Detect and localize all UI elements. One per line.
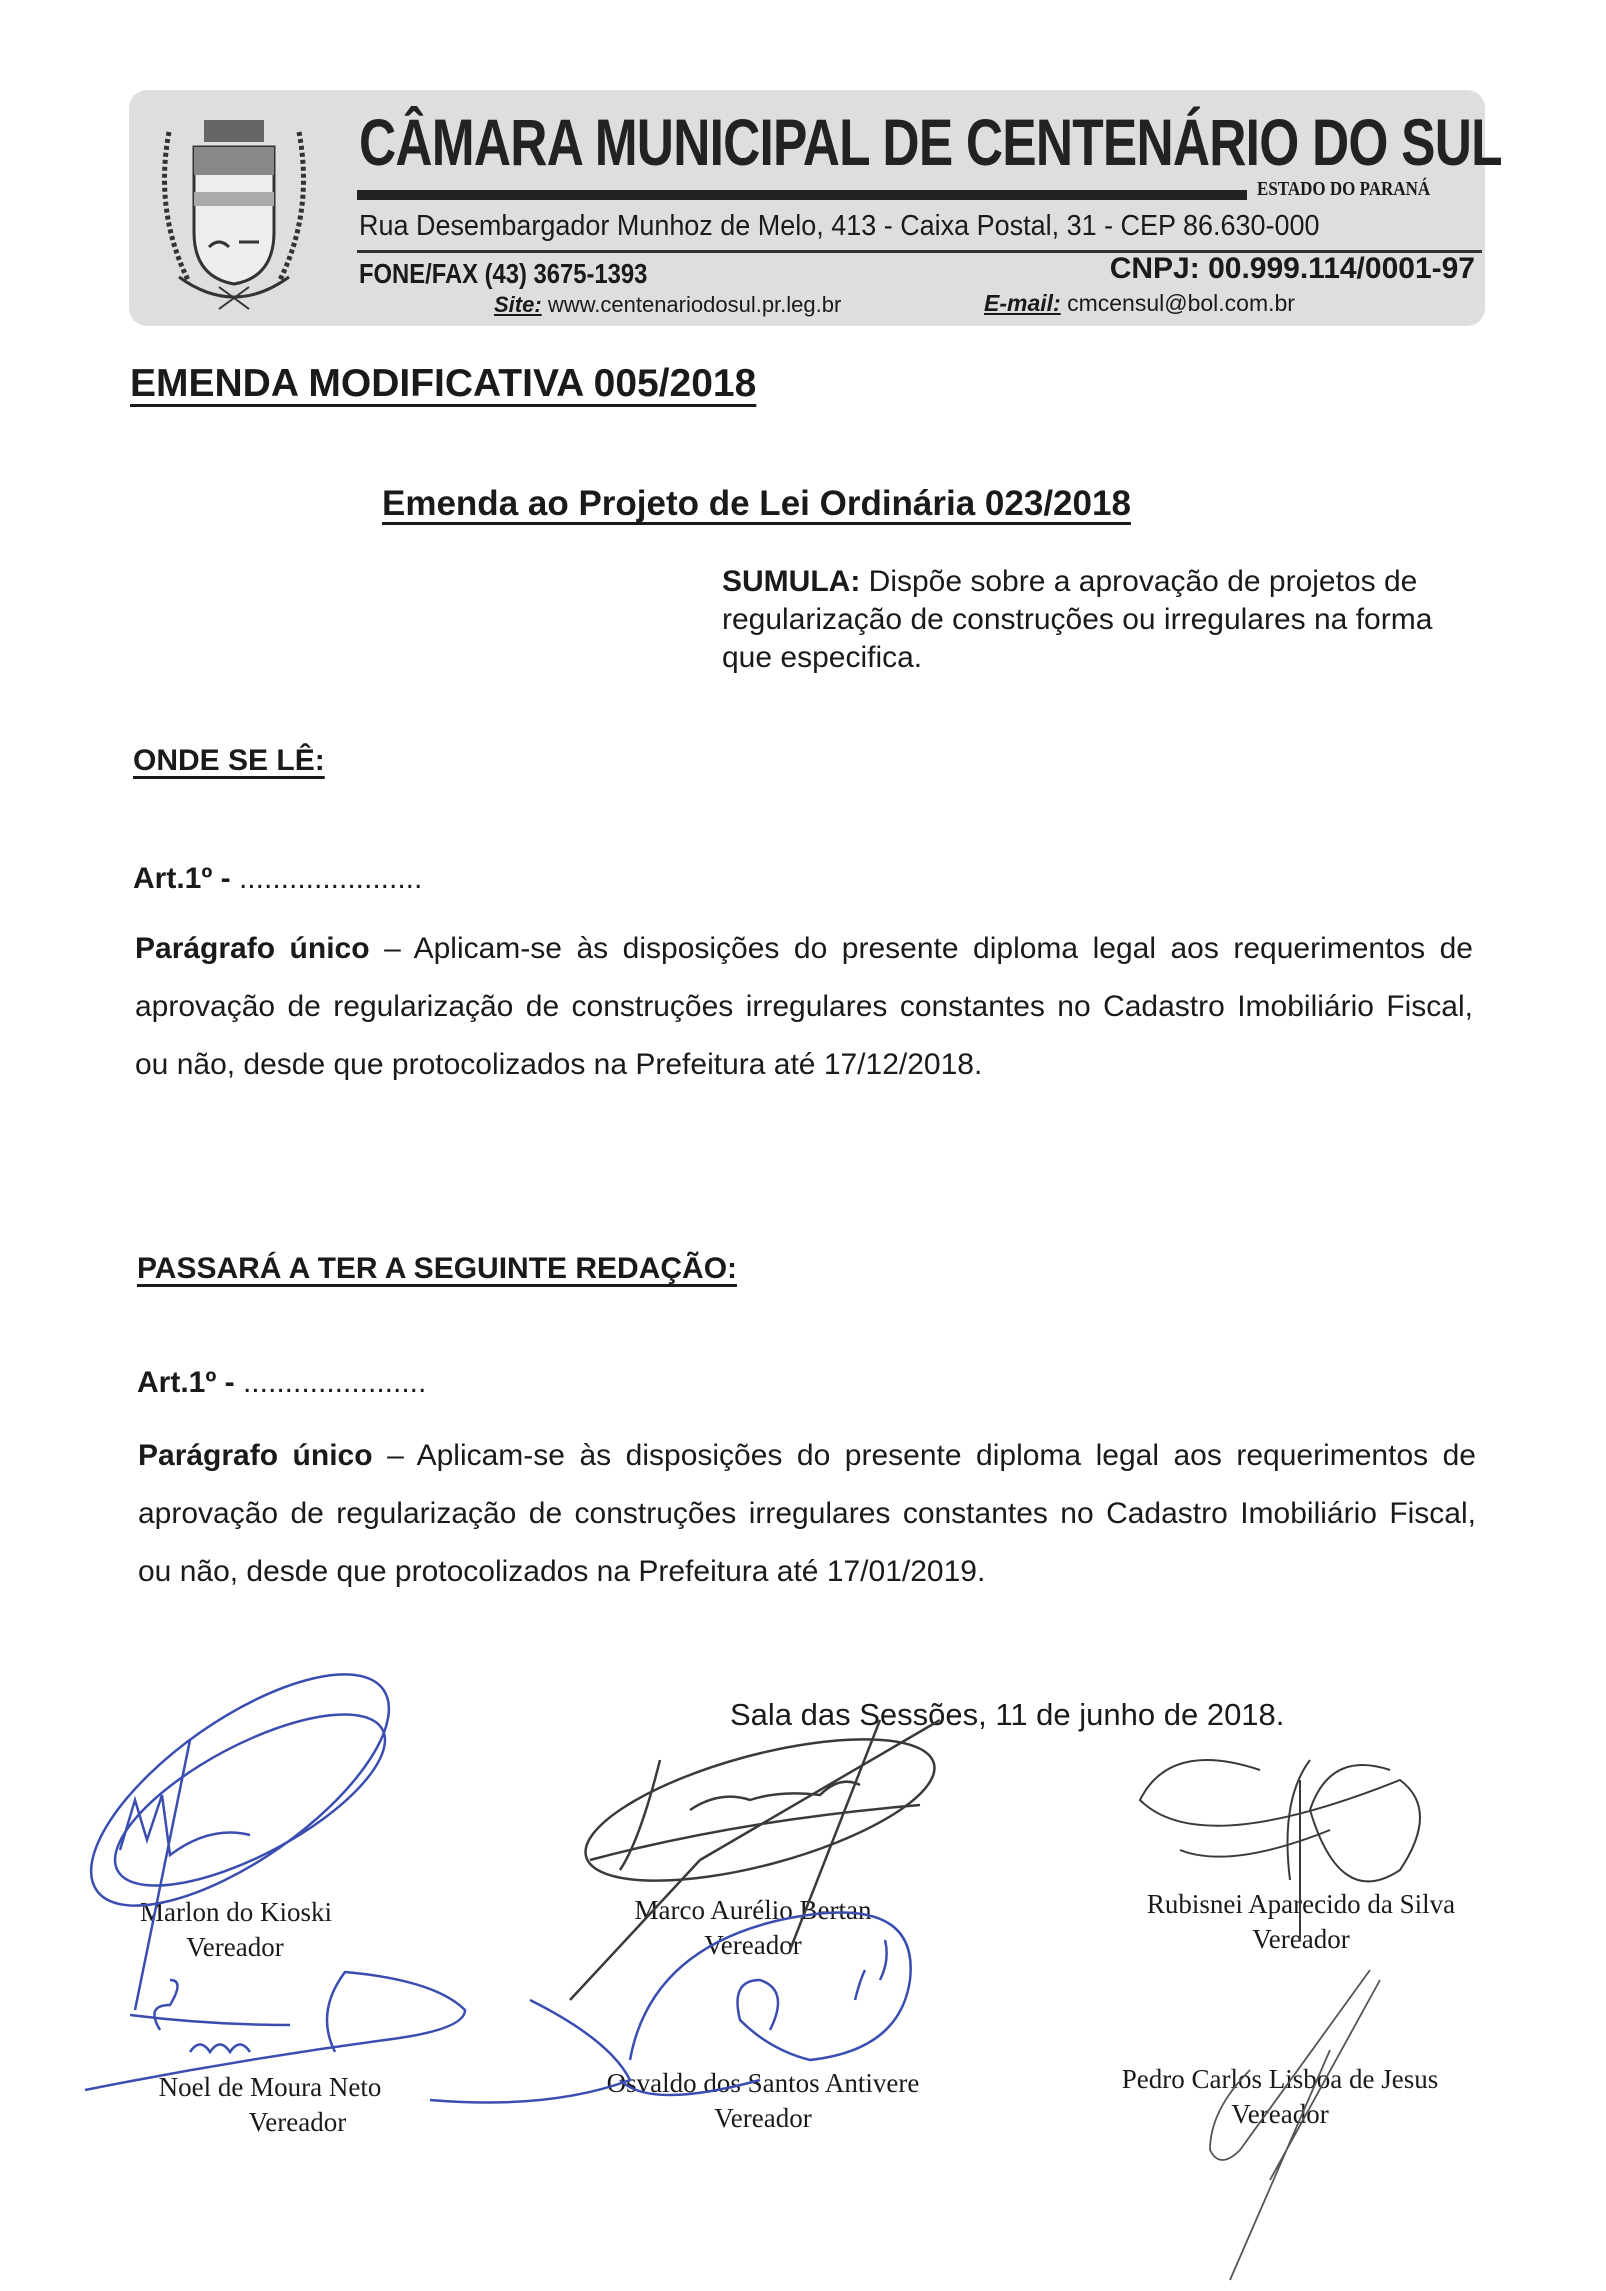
section-heading-new: PASSARÁ A TER A SEGUINTE REDAÇÃO: [137, 1252, 738, 1285]
section-heading-old: ONDE SE LÊ: [133, 744, 325, 777]
signature-block-marlon [140, 1895, 330, 1965]
signature-block-rubisnei [1126, 1887, 1476, 1957]
signature-block-pedro [1100, 2062, 1460, 2132]
municipal-crest-icon [149, 112, 319, 312]
site-label: Site: [494, 292, 542, 317]
article-new [137, 1366, 426, 1400]
sumula-text: Dispõe sobre a aprovação de projetos de regularização de construções ou irregulares na forma que especifica. [722, 565, 1433, 674]
signature-block-noel [140, 2070, 400, 2140]
signatory-role: Vereador [714, 2103, 812, 2133]
paragraph-text: – Aplicam-se às disposições do presente diploma legal aos requerimentos de aprovação de regularização de construções irregulares constantes no Cadastro Imobiliário Fiscal, ou não, desde que protocolizados na Prefeitura até 17/12/2018. [135, 932, 1473, 1081]
signatory-role: Vereador [1252, 1924, 1350, 1954]
article-dots: ...................... [230, 862, 423, 895]
email-label: E-mail: [984, 290, 1061, 316]
site-url[interactable]: www.centenariodosul.pr.leg.br [547, 292, 842, 317]
article-dots: ...................... [234, 1366, 427, 1399]
article-label: Art.1º - [133, 862, 231, 895]
signatory-name: Marco Aurélio Bertan [634, 1895, 872, 1925]
signature-block-osvaldo [583, 2066, 943, 2136]
article-old [133, 862, 422, 896]
article-label: Art.1º - [137, 1366, 235, 1399]
paragraph-label: Parágrafo único [138, 1439, 373, 1472]
signatory-name: Noel de Moura Neto [158, 2072, 382, 2102]
paragraph-label: Parágrafo único [135, 932, 370, 965]
letterhead-cnpj: CNPJ: 00.999.114/0001-97 [1109, 252, 1475, 285]
signatory-role: Vereador [186, 1932, 284, 1962]
letterhead-site [494, 292, 841, 318]
sumula-label: SUMULA: [722, 565, 861, 598]
letterhead-email [984, 290, 1295, 317]
signatory-role: Vereador [248, 2107, 347, 2137]
document-subtitle: Emenda ao Projeto de Lei Ordinária 023/2018 [382, 484, 1131, 523]
letterhead [129, 90, 1502, 326]
paragraph-old [135, 920, 1473, 1094]
signatory-name: Pedro Carlos Lisboa de Jesus [1121, 2064, 1439, 2094]
signature-block-marco [603, 1893, 903, 1963]
place-date: Sala das Sessões, 11 de junho de 2018. [730, 1697, 1285, 1732]
signatory-role: Vereador [1231, 2099, 1329, 2129]
signatory-name: Marlon do Kioski [140, 1897, 332, 1927]
letterhead-title: CÂMARA MUNICIPAL DE CENTENÁRIO DO SUL [359, 105, 1502, 179]
signatory-role: Vereador [704, 1930, 802, 1960]
signatory-name: Osvaldo dos Santos Antivere [606, 2068, 920, 2098]
signatory-name: Rubisnei Aparecido da Silva [1146, 1889, 1456, 1919]
divider [357, 190, 1247, 200]
email-address[interactable]: cmcensul@bol.com.br [1067, 290, 1295, 316]
paragraph-new [138, 1427, 1476, 1601]
sumula [722, 563, 1482, 677]
letterhead-state: ESTADO DO PARANÁ [1257, 178, 1431, 200]
letterhead-phone: FONE/FAX (43) 3675-1393 [359, 258, 648, 289]
paragraph-text: – Aplicam-se às disposições do presente diploma legal aos requerimentos de aprovação de regularização de construções irregulares constantes no Cadastro Imobiliário Fiscal, ou não, desde que protocolizados na Prefeitura até 17/01/2019. [138, 1439, 1476, 1588]
document-title: EMENDA MODIFICATIVA 005/2018 [130, 362, 757, 405]
letterhead-address: Rua Desembargador Munhoz de Melo, 413 - Caixa Postal, 31 - CEP 86.630-000 [359, 210, 1320, 242]
